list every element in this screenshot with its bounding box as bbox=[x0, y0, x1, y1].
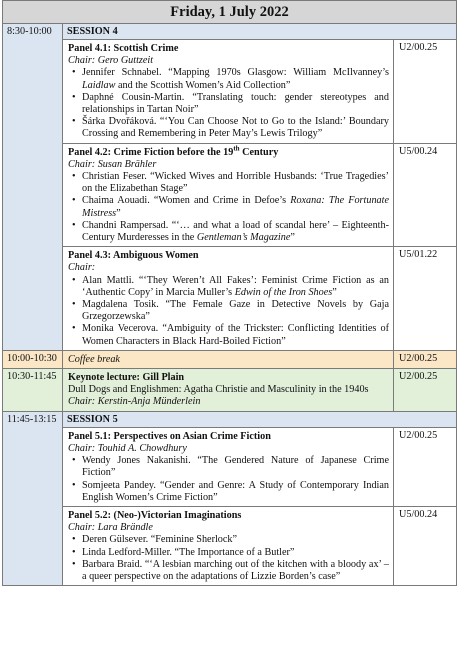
paper-item: • Barbara Braid. “‘A lesbian marching out of the kitchen with a bloody ax’ – a queer perspective on the adaptations of Lizzie Borden’s case” bbox=[82, 559, 389, 583]
coffee-room: U2/00.25 bbox=[394, 350, 457, 368]
paper-item: • Wendy Jones Nakanishi. “The Gendered Nature of Japanese Crime Fiction” bbox=[82, 455, 389, 479]
paper-item: • Magdalena Tosik. “The Female Gaze in Detective Novels by Gaja Grzegorzewska” bbox=[82, 299, 389, 323]
panel-4-3-room: U5/01.22 bbox=[394, 247, 457, 351]
paper-list bbox=[68, 171, 389, 244]
keynote-chair: Chair: Kerstin-Anja Münderlein bbox=[68, 396, 201, 408]
panel-title: Panel 5.1: Perspectives on Asian Crime Fiction bbox=[68, 430, 271, 442]
panel-4-3 bbox=[63, 247, 394, 351]
panel-title: Panel 5.2: (Neo-)Victorian Imaginations bbox=[68, 509, 242, 521]
paper-item: • Chandni Rampersad. “‘… and what a load of scandal here’ – Eighteenth-Century Murderesses in the Gentleman’s Magazine” bbox=[82, 220, 389, 244]
paper-item: • Christian Feser. “Wicked Wives and Horrible Husbands: ‘True Tragedies’ on the Elizabethan Stage” bbox=[82, 171, 389, 195]
paper-item: • Linda Ledford-Miller. “The Importance of a Butler” bbox=[82, 547, 389, 559]
panel-4-1 bbox=[63, 40, 394, 144]
paper-item: • Daphné Cousin-Martin. “Translating touch: gender stereotypes and relationships in Tartan Noir” bbox=[82, 92, 389, 116]
paper-list bbox=[68, 275, 389, 348]
panel-5-1 bbox=[63, 427, 394, 506]
keynote-room: U2/00.25 bbox=[394, 369, 457, 412]
paper-list bbox=[68, 67, 389, 140]
panel-chair: Chair: Susan Brähler bbox=[68, 158, 157, 170]
keynote-talk: Dull Dogs and Englishmen: Agatha Christie and Masculinity in the 1940s bbox=[68, 384, 369, 396]
panel-5-2-room: U5/00.24 bbox=[394, 506, 457, 585]
schedule-table bbox=[2, 0, 457, 586]
paper-item: • Monika Vecerova. “Ambiguity of the Trickster: Conflicting Identities of Women Characters in Black Hard-Boiled Fiction” bbox=[82, 323, 389, 347]
paper-item: • Deren Gülsever. “Feminine Sherlock” bbox=[82, 534, 389, 546]
paper-item: • Alan Mattli. “‘They Weren’t All Fakes’: Feminist Crime Fiction as an ‘Authentic Copy’ in Marcia Muller’s Edwin of the Iron Shoes” bbox=[82, 275, 389, 299]
coffee-break-label: Coffee break bbox=[63, 350, 394, 368]
session-5-time: 11:45-13:15 bbox=[3, 411, 63, 585]
coffee-time: 10:00-10:30 bbox=[3, 350, 63, 368]
session-4-label: SESSION 4 bbox=[63, 24, 457, 40]
paper-item: • Somjeeta Pandey. “Gender and Genre: A Study of Contemporary Indian English Women’s Crime Fiction” bbox=[82, 480, 389, 504]
panel-chair: Chair: Gero Guttzeit bbox=[68, 55, 154, 67]
panel-title: Panel 4.1: Scottish Crime bbox=[68, 43, 179, 54]
panel-5-1-room: U2/00.25 bbox=[394, 427, 457, 506]
panel-4-1-room: U2/00.25 bbox=[394, 40, 457, 144]
day-header: Friday, 1 July 2022 bbox=[3, 1, 457, 24]
panel-chair: Chair: bbox=[68, 262, 96, 274]
session-4-time: 8:30-10:00 bbox=[3, 24, 63, 351]
keynote-time: 10:30-11:45 bbox=[3, 369, 63, 412]
keynote-title: Keynote lecture: Gill Plain bbox=[68, 372, 185, 384]
panel-chair: Chair: Lara Brändle bbox=[68, 522, 153, 534]
panel-title: Panel 4.2: Crime Fiction before the 19th Century bbox=[68, 144, 279, 158]
panel-4-2 bbox=[63, 143, 394, 247]
paper-item: • Šárka Dvořáková. “‘You Can Choose Not to Go to the Island:’ Boundary Crossing and Remembering in Peter May’s Lewis Trilogy” bbox=[82, 116, 389, 140]
panel-title: Panel 4.3: Ambiguous Women bbox=[68, 250, 199, 262]
paper-item: • Chaima Aouadi. “Women and Crime in Defoe’s Roxana: The Fortunate Mistress” bbox=[82, 195, 389, 219]
panel-chair: Chair: Touhid A. Chowdhury bbox=[68, 442, 187, 454]
panel-4-2-room: U5/00.24 bbox=[394, 143, 457, 247]
paper-list bbox=[68, 455, 389, 504]
keynote-cell bbox=[63, 369, 394, 412]
panel-5-2 bbox=[63, 506, 394, 585]
session-5-label: SESSION 5 bbox=[63, 411, 457, 427]
paper-list bbox=[68, 534, 389, 583]
paper-item: • Jennifer Schnabel. “Mapping 1970s Glasgow: William McIlvanney’s Laidlaw and the Scottish Women’s Aid Collection” bbox=[82, 67, 389, 91]
